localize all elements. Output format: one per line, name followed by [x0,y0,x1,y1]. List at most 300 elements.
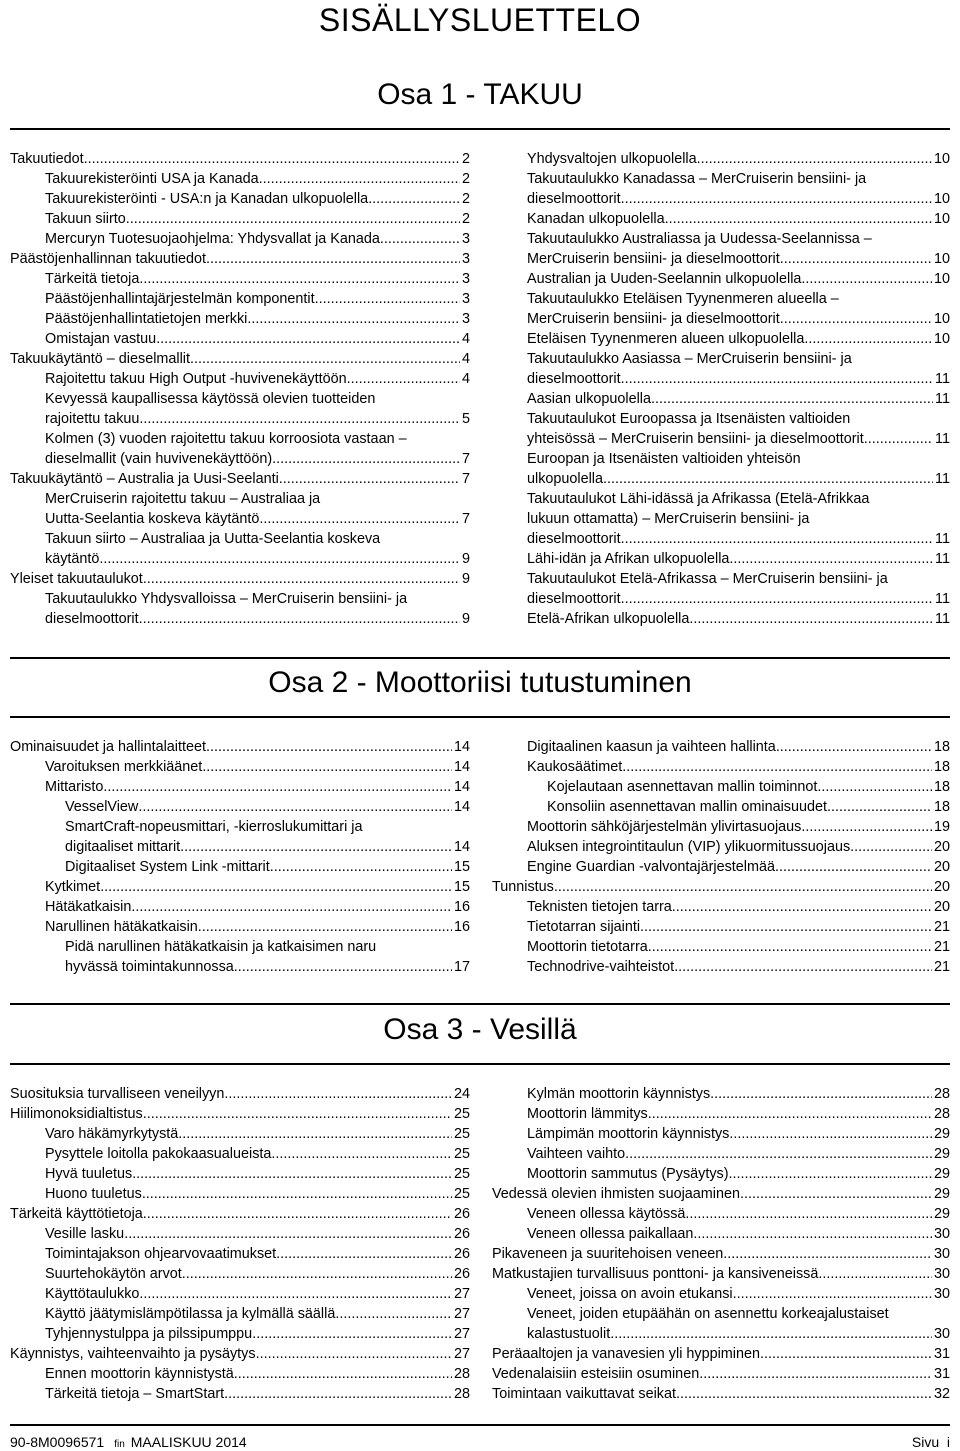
toc-entry-text: käytäntö [45,551,100,567]
toc-page-number: 11 [935,371,950,387]
toc-entry[interactable] [492,209,950,229]
toc-entry-text: Suurtehokäytön arvot [45,1266,182,1282]
toc-entry[interactable] [10,1084,470,1104]
dot-leader [603,469,933,489]
dot-leader [139,269,460,289]
section-divider [10,1003,950,1005]
toc-entry-text: Käynnistys, vaihteenvaihto ja pysäytys [10,1346,256,1362]
toc-page-number: 18 [933,739,950,755]
dot-leader [126,209,460,229]
toc-entry-text: Kaukosäätimet [527,759,623,775]
toc-entry[interactable] [10,489,470,529]
toc-entry-text: Ominaisuudet ja hallintalaitteet [10,739,206,755]
dot-leader [804,329,932,349]
toc-page-number: 2 [461,171,470,187]
toc-column [492,1084,950,1404]
dot-leader [780,249,932,269]
toc-entry[interactable] [492,1284,950,1304]
toc-entry-text: Lämpimän moottorin käynnistys [527,1126,730,1142]
dot-leader [206,249,460,269]
toc-entry[interactable] [492,1364,950,1384]
toc-entry-text: Takuutaulukko Aasiassa – MerCruiserin bensiini- ja [527,351,852,367]
toc-page-number: 9 [461,611,470,627]
dot-leader [676,1384,932,1404]
dot-leader [256,1344,452,1364]
toc-entry-text: Huono tuuletus [45,1186,142,1202]
toc-entry[interactable] [10,877,470,897]
toc-page-number: 4 [461,331,470,347]
toc-page-number: 4 [461,351,470,367]
toc-entry[interactable] [10,1204,470,1224]
toc-page-number: 10 [933,151,950,167]
dot-leader [693,1224,932,1244]
toc-page-number: 16 [453,899,470,915]
toc-page-number: 10 [933,311,950,327]
toc-entry-text: Kevyessä kaupallisessa käytössä olevien tuotteiden [45,391,376,407]
toc-entry-text: Takuutaulukot Etelä-Afrikassa – MerCruiserin bensiini- ja [527,571,888,587]
toc-entry-text: Moottorin lämmitys [527,1106,648,1122]
toc-entry[interactable] [10,917,470,937]
toc-page-number: 27 [453,1326,470,1342]
toc-entry[interactable] [10,169,470,189]
toc-entry[interactable] [492,877,950,897]
toc-entry[interactable] [492,409,950,449]
dot-leader [132,1164,452,1184]
section-divider [10,657,950,659]
dot-leader [259,169,460,189]
toc-entry-text: Mittaristo [45,779,104,795]
dot-leader [100,877,452,897]
page-number: Sivu i [911,1434,950,1450]
toc-page-number: 11 [935,431,950,447]
toc-entry[interactable] [10,1324,470,1344]
dot-leader [315,289,460,309]
dot-leader [622,757,932,777]
toc-entry-text: Teknisten tietojen tarra [527,899,672,915]
toc-entry[interactable] [10,529,470,569]
toc-entry-text: Kolmen (3) vuoden rajoitettu takuu korroosiota vastaan – [45,431,407,447]
dot-leader [864,429,933,449]
toc-entry[interactable] [10,777,470,797]
toc-entry[interactable] [492,569,950,609]
toc-entry[interactable] [492,837,950,857]
toc-entry[interactable] [492,329,950,349]
toc-entry-text: Hätäkatkaisin [45,899,132,915]
toc-entry[interactable] [492,349,950,389]
toc-entry-text: Veneen ollessa paikallaan [527,1226,694,1242]
toc-entry-text: SmartCraft-nopeusmittari, -kierroslukumittari ja [65,819,363,835]
toc-entry[interactable] [10,1124,470,1144]
toc-entry-text: Takuutaulukko Kanadassa – MerCruiserin bensiini- ja [527,171,867,187]
toc-page-number: 27 [453,1286,470,1302]
toc-entry[interactable] [10,569,470,589]
dot-leader [198,917,452,937]
dot-leader [139,409,460,429]
toc-entry[interactable] [492,817,950,837]
toc-entry[interactable] [10,349,470,369]
dot-leader [740,1184,932,1204]
dot-leader [697,149,932,169]
dot-leader [347,369,460,389]
dot-leader [99,549,460,569]
dot-leader [621,369,933,389]
dot-leader [143,1104,452,1124]
part-title: Osa 3 - Vesillä [383,1013,577,1046]
toc-page-number: 14 [453,799,470,815]
toc-entry[interactable] [492,229,950,269]
dot-leader [84,149,460,169]
toc-entry-text: Digitaaliset System Link -mittarit [65,859,270,875]
toc-entry-text: VesselView [65,799,139,815]
toc-entry[interactable] [10,209,470,229]
publication-date: MAALISKUU 2014 [130,1434,247,1450]
toc-entry-text: Yleiset takuutaulukot [10,571,143,587]
dot-leader [827,797,932,817]
toc-entry[interactable] [10,289,470,309]
dot-leader [206,737,452,757]
toc-entry-text: Toimintajakson ohjearvovaatimukset [45,1246,277,1262]
toc-page-number: 21 [933,919,950,935]
toc-entry[interactable] [492,737,950,757]
toc-entry[interactable] [492,1264,950,1284]
toc-column [492,149,950,629]
toc-page-number: 31 [933,1366,950,1382]
toc-entry[interactable] [10,1164,470,1184]
toc-entry[interactable] [10,1264,470,1284]
toc-entry-text: Tärkeitä tietoja [45,271,140,287]
toc-entry-text: Kylmän moottorin käynnistys [527,1086,711,1102]
dot-leader [610,1324,932,1344]
toc-page-number: 7 [461,471,470,487]
toc-page-number: 28 [453,1366,470,1382]
toc-page-number: 18 [933,779,950,795]
toc-page-number: 10 [933,211,950,227]
toc-entry[interactable] [10,589,470,629]
toc-page-number: 7 [461,511,470,527]
toc-entry-text: Takuutaulukot Lähi-idässä ja Afrikassa (Etelä-Afrikkaa [527,491,870,507]
toc-page-number: 18 [933,799,950,815]
toc-entry[interactable] [10,1304,470,1324]
toc-page-number: 32 [933,1386,950,1402]
toc-entry[interactable] [492,1144,950,1164]
toc-entry[interactable] [492,777,950,797]
dot-leader [279,469,460,489]
toc-entry[interactable] [10,857,470,877]
dot-leader [139,1284,452,1304]
toc-page-number: 26 [453,1206,470,1222]
toc-entry[interactable] [10,1144,470,1164]
toc-entry[interactable] [10,1364,470,1384]
toc-entry[interactable] [492,937,950,957]
document-code: 90-8M0096571 [10,1434,105,1450]
page-footer [10,1424,950,1450]
dot-leader [621,189,932,209]
toc-entry[interactable] [10,149,470,169]
toc-entry-text: Takuun siirto [45,211,126,227]
toc-page-number: 25 [453,1106,470,1122]
toc-page-number: 25 [453,1166,470,1182]
toc-entry-text: Uutta-Seelantia koskeva käytäntö [45,511,260,527]
dot-leader [138,797,452,817]
toc-page-number: 14 [453,839,470,855]
toc-page-number: 29 [933,1166,950,1182]
toc-entry-text: digitaaliset mittarit [65,839,181,855]
toc-entry[interactable] [492,449,950,489]
toc-page-number: 26 [453,1246,470,1262]
toc-page-number: 28 [453,1386,470,1402]
toc-entry[interactable] [492,1344,950,1364]
toc-entry-text: Euroopan ja Itsenäisten valtioiden yhteisön [527,451,801,467]
toc-entry[interactable] [10,269,470,289]
toc-entry-text: Tunnistus [492,879,554,895]
toc-entry-text: dieselmoottorit [527,531,621,547]
toc-page-number: 14 [453,739,470,755]
toc-entry-text: Hiilimonoksidialtistus [10,1106,143,1122]
toc-page-number: 10 [933,191,950,207]
toc-entry-text: Pidä narullinen hätäkatkaisin ja katkaisimen naru [65,939,377,955]
toc-column [492,737,950,977]
toc-entry-text: Digitaalinen kaasun ja vaihteen hallinta [527,739,776,755]
toc-entry-text: Käyttö jäätymislämpötilassa ja kylmällä säällä [45,1306,336,1322]
language-code: fin [114,1439,125,1450]
dot-leader [710,1084,932,1104]
toc-entry-text: MerCruiserin bensiini- ja dieselmoottorit [527,251,780,267]
toc-entry[interactable] [10,469,470,489]
toc-page-number: 30 [933,1226,950,1242]
toc-entry[interactable] [10,309,470,329]
dot-leader [801,817,932,837]
toc-entry[interactable] [492,917,950,937]
toc-page-number: 20 [933,879,950,895]
toc-entry[interactable] [492,149,950,169]
toc-entry-text: Konsoliin asennettavan mallin ominaisuudet [547,799,827,815]
toc-entry[interactable] [10,189,470,209]
dot-leader [818,1264,932,1284]
toc-entry-text: kalastustuolit [527,1326,611,1342]
toc-entry-text: rajoitettu takuu [45,411,140,427]
dot-leader [723,1244,932,1264]
dot-leader [124,1224,452,1244]
toc-entry[interactable] [10,249,470,269]
toc-entry-text: Aasian ulkopuolella [527,391,652,407]
toc-entry-text: lukuun ottamatta) – MerCruiserin bensiini- ja [527,511,810,527]
toc-page-number: 14 [453,779,470,795]
toc-entry-text: Omistajan vastuu [45,331,157,347]
toc-entry[interactable] [10,817,470,857]
toc-entry-text: Moottorin sähköjärjestelmän ylivirtasuojaus [527,819,802,835]
toc-entry[interactable] [492,897,950,917]
toc-page-number: 27 [453,1346,470,1362]
toc-page-number: 25 [453,1126,470,1142]
toc-page-number: 3 [461,311,470,327]
toc-page-number: 28 [933,1086,950,1102]
toc-entry-text: Pikaveneen ja suuritehoisen veneen [492,1246,724,1262]
toc-entry-text: Tietotarran sijainti [527,919,641,935]
dot-leader [621,529,933,549]
dot-leader [224,1084,452,1104]
toc-entry[interactable] [10,389,470,429]
toc-page-number: 16 [453,919,470,935]
toc-entry[interactable] [492,1164,950,1184]
toc-entry-text: Takuukäytäntö – Australia ja Uusi-Seelanti [10,471,279,487]
toc-page-number: 3 [461,231,470,247]
dot-leader [259,509,460,529]
toc-page-number: 29 [933,1146,950,1162]
dot-leader [729,1124,932,1144]
toc-entry-text: Takuukäytäntö – dieselmallit [10,351,190,367]
toc-page-number: 4 [461,371,470,387]
dot-leader [674,957,932,977]
toc-entry-text: Veneen ollessa käytössä [527,1206,686,1222]
toc-page-number: 20 [933,839,950,855]
toc-page-number: 10 [933,331,950,347]
dot-leader [182,1264,452,1284]
toc-entry-text: Takuutaulukko Eteläisen Tyynenmeren alueella – [527,291,839,307]
dot-leader [775,857,932,877]
toc-page-number: 2 [461,191,470,207]
toc-entry[interactable] [492,1224,950,1244]
toc-page-number: 29 [933,1186,950,1202]
toc-entry-text: dieselmoottorit [527,371,621,387]
dot-leader [380,229,460,249]
toc-entry-text: Takuutaulukko Australiassa ja Uudessa-Seelannissa – [527,231,872,247]
toc-page-number: 21 [933,959,950,975]
toc-entry-text: Käyttötaulukko [45,1286,140,1302]
toc-entry[interactable] [10,1104,470,1124]
dot-leader [368,189,460,209]
toc-entry[interactable] [492,757,950,777]
toc-entry-text: Takuurekisteröinti USA ja Kanada [45,171,259,187]
toc-page-number: 30 [933,1246,950,1262]
dot-leader [801,269,932,289]
toc-entry-text: Eteläisen Tyynenmeren alueen ulkopuolella [527,331,805,347]
toc-entry-text: Tärkeitä käyttötietoja [10,1206,143,1222]
toc-entry[interactable] [492,489,950,549]
toc-entry[interactable] [492,797,950,817]
dot-leader [672,897,932,917]
dot-leader [271,1144,452,1164]
toc-entry-text: Suosituksia turvalliseen veneilyyn [10,1086,225,1102]
toc-entry[interactable] [492,169,950,209]
dot-leader [729,549,933,569]
toc-entry[interactable] [10,757,470,777]
toc-entry[interactable] [10,1344,470,1364]
toc-page-number: 9 [461,571,470,587]
toc-entry-text: Varo häkämyrkytystä [45,1126,179,1142]
toc-entry[interactable] [492,1384,950,1404]
toc-entry[interactable] [10,897,470,917]
toc-entry[interactable] [492,289,950,329]
toc-entry-text: Päästöjenhallintajärjestelmän komponentit [45,291,315,307]
toc-entry[interactable] [492,1124,950,1144]
toc-page-number: 3 [461,251,470,267]
part-title: Osa 1 - TAKUU [377,78,583,111]
toc-entry[interactable] [10,1184,470,1204]
toc-entry[interactable] [492,957,950,977]
toc-entry-text: Veneet, joissa on avoin etukansi [527,1286,733,1302]
dot-leader [190,349,460,369]
toc-page-number: 21 [933,939,950,955]
toc-entry-text: Vaihteen vaihto [527,1146,626,1162]
toc-entry[interactable] [10,369,470,389]
toc-entry[interactable] [492,1184,950,1204]
toc-entry-text: Päästöjenhallinnan takuutiedot [10,251,207,267]
dot-leader [780,309,932,329]
toc-entry[interactable] [10,1244,470,1264]
toc-entry[interactable] [492,1304,950,1344]
section-divider [10,716,950,718]
dot-leader [335,1304,452,1324]
dot-leader [651,389,933,409]
toc-entry-text: Moottorin tietotarra [527,939,648,955]
toc-page-number: 7 [461,451,470,467]
dot-leader [142,1184,452,1204]
toc-entry[interactable] [492,857,950,877]
toc-column [10,737,470,977]
toc-entry[interactable] [10,797,470,817]
section-divider [10,1063,950,1065]
toc-entry-text: Mercuryn Tuotesuojaohjelma: Yhdysvallat ja Kanada [45,231,380,247]
toc-page-number: 14 [453,759,470,775]
toc-page-number: 15 [453,879,470,895]
toc-entry[interactable] [492,389,950,409]
toc-entry[interactable] [10,1224,470,1244]
toc-entry[interactable] [492,269,950,289]
toc-entry[interactable] [492,1244,950,1264]
toc-entry-text: ulkopuolella [527,471,604,487]
toc-entry-text: Vedessä olevien ihmisten suojaaminen [492,1186,740,1202]
toc-entry-text: MerCruiserin rajoitettu takuu – Australiaa ja [45,491,321,507]
toc-page-number: 11 [935,551,950,567]
toc-entry[interactable] [492,1204,950,1224]
toc-entry-text: Pysyttele loitolla pakokaasualueista [45,1146,272,1162]
toc-entry[interactable] [492,1084,950,1104]
toc-entry[interactable] [10,329,470,349]
dot-leader [143,1204,452,1224]
dot-leader [234,1364,452,1384]
footer-left [10,1434,247,1450]
toc-entry[interactable] [10,1384,470,1404]
toc-page-number: 2 [461,151,470,167]
dot-leader [640,917,932,937]
toc-column [10,149,470,629]
toc-entry-text: Moottorin sammutus (Pysäytys) [527,1166,729,1182]
toc-entry-text: Takuun siirto – Australiaa ja Uutta-Seelantia koskeva [45,531,381,547]
toc-entry[interactable] [492,549,950,569]
toc-entry[interactable] [492,1104,950,1124]
toc-entry-text: Toimintaan vaikuttavat seikat [492,1386,676,1402]
toc-entry-text: Australian ja Uuden-Seelannin ulkopuolella [527,271,802,287]
dot-leader [665,209,932,229]
toc-entry[interactable] [10,737,470,757]
toc-entry[interactable] [10,229,470,249]
dot-leader [648,937,932,957]
toc-entry-text: dieselmoottorit [527,591,621,607]
toc-page-number: 11 [935,391,950,407]
toc-page-number: 29 [933,1206,950,1222]
toc-entry-text: dieselmoottorit [527,191,621,207]
toc-entry-text: Tyhjennystulppa ja pilssipumppu [45,1326,253,1342]
toc-entry[interactable] [10,429,470,469]
dot-leader [554,877,932,897]
toc-entry[interactable] [10,937,470,977]
toc-page-number: 10 [933,271,950,287]
toc-entry-text: Takuutiedot [10,151,84,167]
toc-entry[interactable] [492,609,950,629]
page-title: SISÄLLYSLUETTELO [318,2,642,38]
dot-leader [234,957,452,977]
toc-entry[interactable] [10,1284,470,1304]
